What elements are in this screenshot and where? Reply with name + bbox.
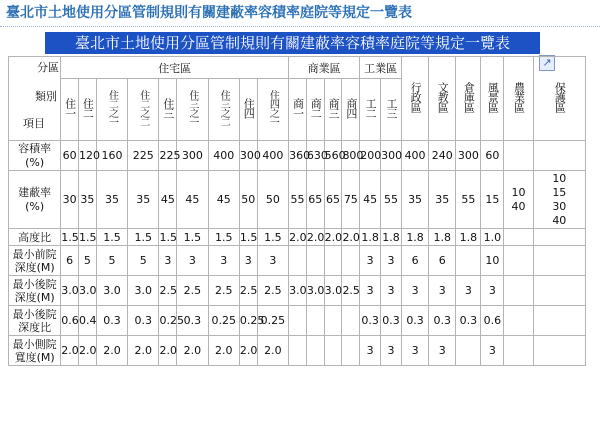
far-cell: 560 xyxy=(324,141,342,171)
backratio-cell: 0.3 xyxy=(429,306,456,336)
far-cell: 300 xyxy=(381,141,402,171)
zone-c2: 商二 xyxy=(306,79,324,141)
bcr-cell: 75 xyxy=(342,171,360,229)
front-cell: 3 xyxy=(257,246,288,276)
backratio-cell: 0.3 xyxy=(128,306,159,336)
zone-r1: 住一 xyxy=(61,79,79,141)
side-cell: 2.0 xyxy=(96,336,127,366)
height-cell: 1.8 xyxy=(429,229,456,246)
bcr-cell: 45 xyxy=(360,171,381,229)
side-cell-agri xyxy=(504,336,533,366)
zone-c4: 商四 xyxy=(342,79,360,141)
row-label-side: 最小側院 寬度(M) xyxy=(9,336,61,366)
height-cell: 1.5 xyxy=(128,229,159,246)
backratio-cell: 0.6 xyxy=(481,306,504,336)
backratio-cell-protect xyxy=(533,306,585,336)
table-banner: 臺北市土地使用分區管制規則有關建蔽率容積率庭院等規定一覽表 xyxy=(45,32,540,54)
zone-c3: 商三 xyxy=(324,79,342,141)
far-cell: 800 xyxy=(342,141,360,171)
bcr-cell: 45 xyxy=(177,171,208,229)
bcr-cell: 55 xyxy=(456,171,481,229)
height-cell: 2.0 xyxy=(342,230,360,244)
height-cell: 1.5 xyxy=(159,230,177,244)
back-cell-protect xyxy=(533,276,585,306)
back-cell: 3 xyxy=(381,276,402,306)
height-cell: 1.8 xyxy=(456,229,481,246)
far-cell: 300 xyxy=(239,141,257,171)
bcr-cell: 35 xyxy=(429,171,456,229)
front-cell xyxy=(456,246,481,276)
height-cell: 1.8 xyxy=(382,230,400,244)
backratio-cell: 0.3 xyxy=(401,306,428,336)
front-cell: 3 xyxy=(208,246,239,276)
zone-agriculture: 農業區 xyxy=(504,57,533,141)
backratio-cell: 0.25 xyxy=(208,306,239,336)
corner-zone-label: 分區 xyxy=(37,61,59,74)
far-cell: 630 xyxy=(306,141,324,171)
table-row xyxy=(9,141,586,171)
zone-r2: 住二 xyxy=(79,79,97,141)
far-cell: 400 xyxy=(401,141,428,171)
height-cell: 1.5 xyxy=(239,230,258,244)
front-cell-protect xyxy=(533,246,585,276)
side-cell xyxy=(456,336,481,366)
bcr-cell: 35 xyxy=(401,171,428,229)
zone-i3: 工三 xyxy=(381,79,402,141)
far-cell: 400 xyxy=(208,141,239,171)
back-cell: 3.0 xyxy=(79,276,97,306)
header-corner-cell xyxy=(9,57,61,141)
back-cell: 2.5 xyxy=(239,276,257,306)
front-cell: 6 xyxy=(429,246,456,276)
backratio-cell: 0.6 xyxy=(61,306,79,336)
bcr-cell-protect: 10 15 30 40 xyxy=(533,171,585,229)
group-commercial: 商業區 xyxy=(289,57,360,79)
side-cell: 2.0 xyxy=(239,336,257,366)
page-title: 臺北市土地使用分區管制規則有關建蔽率容積率庭院等規定一覽表 xyxy=(6,5,412,21)
bcr-cell: 35 xyxy=(96,171,127,229)
back-cell: 2.5 xyxy=(208,276,239,306)
back-cell: 3.0 xyxy=(96,276,127,306)
height-cell: 1.5 xyxy=(79,230,97,244)
expand-arrow-icon[interactable]: ↗ xyxy=(539,55,555,71)
zone-education: 文教區 xyxy=(429,57,456,141)
far-cell: 60 xyxy=(481,141,504,171)
height-cell: 1.5 xyxy=(208,229,239,246)
side-cell: 2.0 xyxy=(128,336,159,366)
far-cell: 225 xyxy=(128,141,159,171)
far-cell: 225 xyxy=(159,141,177,171)
height-cell: 1.5 xyxy=(257,229,288,246)
zone-r3-1: 住三之一 xyxy=(177,79,208,141)
side-cell: 3 xyxy=(360,336,381,366)
front-cell: 3 xyxy=(360,246,381,276)
height-cell: 2.0 xyxy=(324,230,343,244)
backratio-cell: 0.3 xyxy=(177,306,208,336)
back-cell-agri xyxy=(504,276,533,306)
far-cell-agri xyxy=(504,141,533,171)
front-cell: 3 xyxy=(239,246,257,276)
side-cell: 2.0 xyxy=(208,336,239,366)
side-cell: 3 xyxy=(429,336,456,366)
bcr-cell: 15 xyxy=(481,171,504,229)
front-cell: 5 xyxy=(96,246,127,276)
bcr-cell: 50 xyxy=(239,171,257,229)
backratio-cell: 0.25 xyxy=(159,306,177,336)
height-cell: 1.5 xyxy=(61,230,79,244)
front-cell: 6 xyxy=(401,246,428,276)
zone-admin: 行政區 xyxy=(401,57,428,141)
zone-r2-1: 住二之一 xyxy=(96,79,127,141)
front-cell xyxy=(289,246,307,276)
far-cell-protect xyxy=(533,141,585,171)
front-cell-agri xyxy=(504,246,533,276)
table-row xyxy=(9,171,586,229)
far-cell: 200 xyxy=(360,141,381,171)
front-cell: 3 xyxy=(159,246,177,276)
zone-c1: 商一 xyxy=(289,79,307,141)
front-cell: 3 xyxy=(381,246,402,276)
bcr-cell: 35 xyxy=(79,171,97,229)
group-residential: 住宅區 xyxy=(61,57,289,79)
back-cell: 3 xyxy=(360,276,381,306)
side-cell: 3 xyxy=(481,336,504,366)
side-cell xyxy=(306,336,324,366)
back-cell: 3.0 xyxy=(128,276,159,306)
side-cell-protect xyxy=(533,336,585,366)
front-cell: 6 xyxy=(61,246,79,276)
bcr-cell: 55 xyxy=(381,171,402,229)
row-label-back: 最小後院 深度(M) xyxy=(9,276,61,306)
back-cell: 3 xyxy=(481,276,504,306)
far-cell: 300 xyxy=(456,141,481,171)
far-cell: 60 xyxy=(61,141,79,171)
side-cell xyxy=(324,336,342,366)
row-label-backratio: 最小後院 深度比 xyxy=(9,306,61,336)
far-cell: 120 xyxy=(79,141,97,171)
front-cell: 5 xyxy=(79,246,97,276)
zone-scenic: 風景區 xyxy=(481,57,504,141)
backratio-cell xyxy=(342,306,360,336)
front-cell xyxy=(324,246,342,276)
backratio-cell xyxy=(289,306,307,336)
table-row xyxy=(9,246,586,276)
table-row xyxy=(9,229,586,246)
corner-category-label: 類別 xyxy=(35,90,57,103)
back-cell: 2.5 xyxy=(177,276,208,306)
bcr-cell: 50 xyxy=(257,171,288,229)
side-cell xyxy=(289,336,307,366)
backratio-cell: 0.3 xyxy=(381,306,402,336)
bcr-cell: 65 xyxy=(324,171,342,229)
height-cell-agri xyxy=(504,229,533,246)
zone-i2: 工二 xyxy=(360,79,381,141)
height-cell: 1.0 xyxy=(481,229,504,246)
table-row xyxy=(9,276,586,306)
backratio-cell: 0.25 xyxy=(257,306,288,336)
front-cell xyxy=(306,246,324,276)
backratio-cell: 0.3 xyxy=(96,306,127,336)
far-cell: 360 xyxy=(289,141,307,171)
side-cell: 2.0 xyxy=(79,336,97,366)
corner-item-label: 項目 xyxy=(23,117,45,130)
table-row xyxy=(9,306,586,336)
bcr-cell: 65 xyxy=(306,171,324,229)
backratio-cell: 0.25 xyxy=(239,306,257,336)
height-cell: 2.0 xyxy=(306,230,325,244)
zone-protection: 保護區 xyxy=(533,57,585,141)
side-cell xyxy=(342,336,360,366)
table-row xyxy=(9,336,586,366)
bcr-cell-agri: 10 40 xyxy=(504,171,533,229)
backratio-cell: 0.3 xyxy=(360,306,381,336)
bcr-cell: 45 xyxy=(159,171,177,229)
back-cell: 3.0 xyxy=(289,276,307,306)
zone-r3: 住三 xyxy=(159,79,177,141)
bcr-cell: 55 xyxy=(289,171,307,229)
zone-r3-2: 住三之二 xyxy=(208,79,239,141)
title-divider xyxy=(0,26,600,28)
backratio-cell: 0.4 xyxy=(79,306,97,336)
side-cell: 2.0 xyxy=(61,336,79,366)
back-cell: 2.5 xyxy=(342,276,360,306)
front-cell: 3 xyxy=(177,246,208,276)
back-cell: 3 xyxy=(456,276,481,306)
zoning-regulation-table xyxy=(8,56,586,366)
height-cell: 1.8 xyxy=(401,229,428,246)
bcr-cell: 35 xyxy=(128,171,159,229)
far-cell: 300 xyxy=(177,141,208,171)
backratio-cell-agri xyxy=(504,306,533,336)
height-cell: 2.0 xyxy=(289,230,307,244)
backratio-cell xyxy=(324,306,342,336)
back-cell: 3.0 xyxy=(61,276,79,306)
far-cell: 240 xyxy=(429,141,456,171)
front-cell: 5 xyxy=(128,246,159,276)
zone-r4-1: 住四之一 xyxy=(257,79,288,141)
far-cell: 160 xyxy=(96,141,127,171)
group-industrial: 工業區 xyxy=(360,57,402,79)
row-label-height: 高度比 xyxy=(9,229,61,246)
back-cell: 3 xyxy=(401,276,428,306)
side-cell: 3 xyxy=(381,336,402,366)
back-cell: 2.5 xyxy=(257,276,288,306)
front-cell: 10 xyxy=(481,246,504,276)
row-label-far: 容積率 (%) xyxy=(9,141,61,171)
back-cell: 3.0 xyxy=(306,276,324,306)
row-label-bcr: 建蔽率 (%) xyxy=(9,171,61,229)
backratio-cell xyxy=(306,306,324,336)
height-cell: 1.5 xyxy=(96,229,127,246)
backratio-cell: 0.3 xyxy=(456,306,481,336)
row-label-front: 最小前院 深度(M) xyxy=(9,246,61,276)
side-cell: 3 xyxy=(401,336,428,366)
side-cell: 2.0 xyxy=(257,336,288,366)
height-cell: 1.8 xyxy=(361,230,379,244)
zone-warehouse: 倉庫區 xyxy=(456,57,481,141)
far-cell: 400 xyxy=(257,141,288,171)
zone-r4: 住四 xyxy=(239,79,257,141)
back-cell: 2.5 xyxy=(159,276,177,306)
bcr-cell: 45 xyxy=(208,171,239,229)
side-cell: 2.0 xyxy=(177,336,208,366)
back-cell: 3.0 xyxy=(324,276,342,306)
bcr-cell: 30 xyxy=(61,171,79,229)
front-cell xyxy=(342,246,360,276)
side-cell: 2.0 xyxy=(159,336,177,366)
height-cell: 1.5 xyxy=(177,229,208,246)
back-cell: 3 xyxy=(429,276,456,306)
zone-r2-2: 住二之二 xyxy=(128,79,159,141)
height-cell-protect xyxy=(533,229,585,246)
